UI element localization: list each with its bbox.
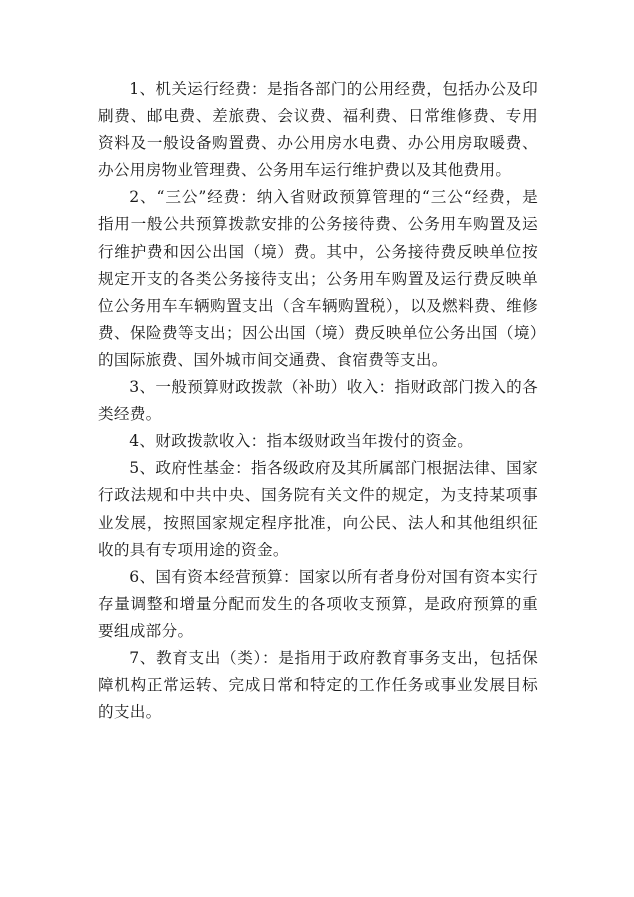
definition-paragraph-7: 7、教育支出（类）：是指用于政府教育事务支出，包括保障机构正常运转、完成日常和特定的工作任务或事业发展目标的支出。	[98, 648, 538, 722]
definition-paragraph-6: 6、国有资本经营预算：国家以所有者身份对国有资本实行存量调整和增量分配而发生的各项收支预算，是政府预算的重要组成部分。	[98, 567, 538, 640]
document-body	[98, 76, 538, 726]
definition-paragraph-5: 5、政府性基金：指各级政府及其所属部门根据法律、国家行政法规和中共中央、国务院有关文件的规定，为支持某项事业发展，按照国家规定程序批准，向公民、法人和其他组织征收的具有专项用途的资金。	[98, 459, 538, 559]
definition-paragraph-3: 3、一般预算财政拨款（补助）收入：指财政部门拨入的各类经费。	[98, 378, 538, 424]
definition-paragraph-4: 4、财政拨款收入：指本级财政当年拨付的资金。	[129, 432, 474, 451]
definition-paragraph-2: 2、“三公”经费：纳入省财政预算管理的“三公“经费，是指用一般公共预算拨款安排的公务接待费、公务用车购置及运行维护费和因公出国（境）费。其中，公务接待费反映单位按规定开支的各类公务接待支出；公务用车购置及运行费反映单位公务用车车辆购置支出（含车辆购置税），以及燃料费、维修费、保险费等支出；因公出国（境）费反映单位公务出国（境）的国际旅费、国外城市间交通费、食宿费等支出。	[98, 188, 538, 369]
definition-paragraph-1: 1、机关运行经费：是指各部门的公用经费，包括办公及印刷费、邮电费、差旅费、会议费、福利费、日常维修费、专用资料及一般设备购置费、办公用房水电费、办公用房取暖费、办公用房物业管理费、公务用车运行维护费以及其他费用。	[98, 80, 538, 180]
